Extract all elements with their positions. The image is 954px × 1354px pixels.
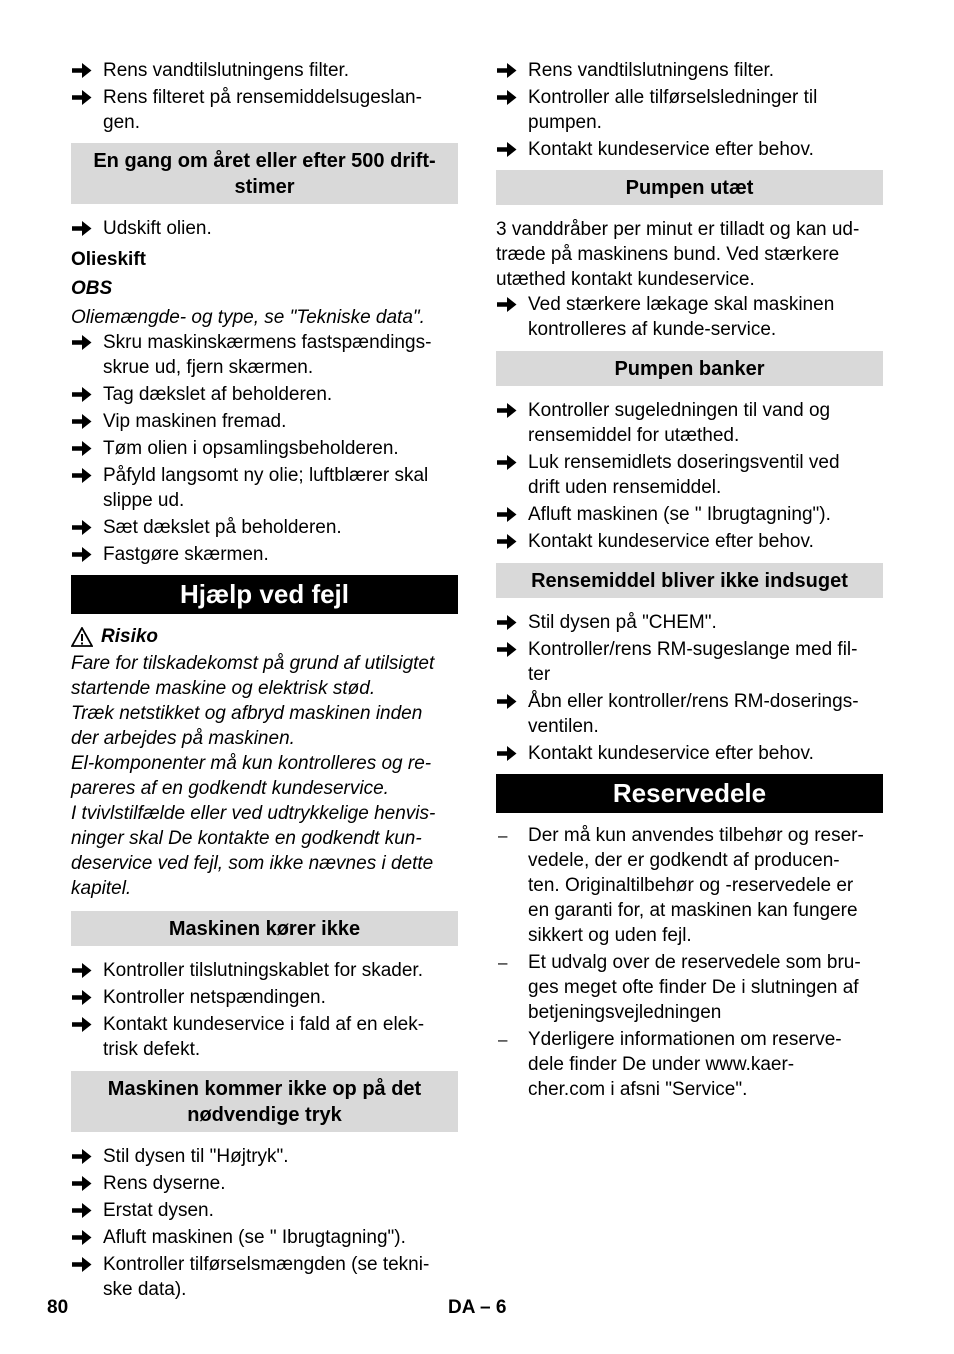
- list-item: [71, 382, 458, 407]
- intro-list: [71, 58, 458, 135]
- list-item-text: Et udvalg over de reservedele som bru- ges meget ofte finder De i slutningen af betjeningsvejledningen: [528, 952, 861, 1023]
- list-item-text: Skru maskinskærmens fastspændings- skrue ud, fjern skærmen.: [103, 332, 432, 378]
- list-item-text: Kontakt kundeservice efter behov.: [528, 743, 814, 764]
- spare-parts-list: [496, 823, 883, 1102]
- list-item-text: Kontroller/rens RM-sugeslange med fil- ter: [528, 639, 858, 685]
- list-item-text: Rens dyserne.: [103, 1173, 226, 1194]
- list-item: [71, 1171, 458, 1196]
- dash-bullet: –: [498, 953, 508, 972]
- risk-text: Fare for tilskadekomst på grund af utilsigtet startende maskine og elektrisk stød. Træk netstikket og afbryd maskinen inden der arbejdes på maskinen. El-komponenter må kun kontrolleres og re- pareres af en godkendt kundeservice. I tvivlstilfælde eller ved udtrykkelige henvis- ninger skal De kontakte en godkendt kun- deservice ved fejl, som ikke nævnes i dette kapitel.: [71, 653, 436, 899]
- arrow-right-icon: [496, 295, 518, 314]
- arrow-right-icon: [496, 505, 518, 524]
- list-item-text: Sæt dækslet på beholderen.: [103, 517, 342, 538]
- list-item: [71, 436, 458, 461]
- list-item-text: Kontakt kundeservice efter behov.: [528, 139, 814, 160]
- oil-heading: Olieskift: [71, 249, 146, 270]
- list-item-text: Kontroller sugeledningen til vand og rensemiddel for utæthed.: [528, 400, 831, 446]
- list-item: [71, 1144, 458, 1169]
- oil-note: Oliemængde- og type, se "Tekniske data".: [71, 307, 425, 328]
- list-item-text: Vip maskinen fremad.: [103, 411, 287, 432]
- obs-label: OBS: [71, 278, 113, 299]
- list-item: [71, 58, 458, 83]
- list-item: [71, 1252, 458, 1302]
- header-yearly: En gang om året eller efter 500 drift- stimer: [71, 143, 458, 204]
- list-item: [496, 1027, 883, 1102]
- arrow-right-icon: [71, 88, 93, 107]
- list-item-text: Kontroller tilslutningskablet for skader.: [103, 960, 423, 981]
- list-item-text: Rens vandtilslutningens filter.: [528, 60, 775, 81]
- header-detergent: Rensemiddel bliver ikke indsuget: [496, 563, 883, 598]
- arrow-right-icon: [496, 401, 518, 420]
- header-pressure: Maskinen kommer ikke op på det nødvendige tryk: [71, 1071, 458, 1132]
- list-item-text: Kontroller netspændingen.: [103, 987, 326, 1008]
- list-item: [71, 1198, 458, 1223]
- arrow-right-icon: [71, 1228, 93, 1247]
- list-item-text: Yderligere informationen om reserve- dele finder De under www.kaer- cher.com i afsni "Service".: [528, 1029, 842, 1100]
- arrow-right-icon: [496, 61, 518, 80]
- list-item-text: Kontakt kundeservice i fald af en elek- trisk defekt.: [103, 1014, 425, 1060]
- arrow-right-icon: [496, 692, 518, 711]
- list-item: [71, 409, 458, 434]
- leak-text: 3 vanddråber per minut er tilladt og kan ud- træde på maskinens bund. Ved stærkere utæthed kontakt kundeservice.: [496, 219, 860, 290]
- arrow-right-icon: [496, 532, 518, 551]
- list-item: [496, 689, 883, 739]
- list-item: [71, 985, 458, 1010]
- section-code: DA – 6: [448, 1297, 507, 1318]
- list-item-text: Påfyld langsomt ny olie; luftblærer skal slippe ud.: [103, 465, 429, 511]
- dash-bullet: –: [498, 1030, 508, 1049]
- arrow-right-icon: [71, 466, 93, 485]
- list-item: [496, 450, 883, 500]
- arrow-right-icon: [71, 385, 93, 404]
- list-item: [496, 85, 883, 135]
- list-item-text: Afluft maskinen (se " Ibrugtagning").: [528, 504, 831, 525]
- section-title-troubleshooting: Hjælp ved fejl: [71, 575, 458, 614]
- risk-label: Risiko: [101, 626, 159, 647]
- list-item-text: Tag dækslet af beholderen.: [103, 384, 333, 405]
- arrow-right-icon: [71, 439, 93, 458]
- list-item: [496, 950, 883, 1025]
- arrow-right-icon: [71, 988, 93, 1007]
- list-item-text: Fastgøre skærmen.: [103, 544, 269, 565]
- list-item-text: Afluft maskinen (se " Ibrugtagning").: [103, 1227, 406, 1248]
- list-item: [496, 502, 883, 527]
- list-item-text: Rens vandtilslutningens filter.: [103, 60, 350, 81]
- arrow-right-icon: [496, 613, 518, 632]
- arrow-right-icon: [496, 453, 518, 472]
- arrow-right-icon: [71, 545, 93, 564]
- arrow-right-icon: [71, 1174, 93, 1193]
- arrow-right-icon: [496, 744, 518, 763]
- list-item: [496, 610, 883, 635]
- header-knock: Pumpen banker: [496, 351, 883, 386]
- list-item-text: Stil dysen på "CHEM".: [528, 612, 717, 633]
- list-item-text: Udskift olien.: [103, 218, 212, 239]
- header-not-running: Maskinen kører ikke: [71, 911, 458, 946]
- list-item: [496, 137, 883, 162]
- left-column: [71, 58, 458, 1304]
- list-item-text: Kontroller tilførselsmængden (se tekni- ske data).: [103, 1254, 430, 1300]
- pressure-list: [71, 1144, 458, 1302]
- list-item-text: Erstat dysen.: [103, 1200, 214, 1221]
- arrow-right-icon: [496, 640, 518, 659]
- arrow-right-icon: [71, 1015, 93, 1034]
- intro-list: [496, 58, 883, 162]
- yearly-list: [71, 216, 458, 241]
- list-item: [71, 515, 458, 540]
- knock-list: [496, 398, 883, 554]
- dash-bullet: –: [498, 826, 508, 845]
- list-item: [71, 542, 458, 567]
- list-item: [496, 292, 883, 342]
- list-item: [71, 216, 458, 241]
- list-item-text: Åbn eller kontroller/rens RM-doserings- ventilen.: [528, 691, 859, 737]
- list-item-text: Tøm olien i opsamlingsbeholderen.: [103, 438, 399, 459]
- list-item: [496, 823, 883, 948]
- list-item: [71, 330, 458, 380]
- detergent-list: [496, 610, 883, 766]
- list-item: [496, 398, 883, 448]
- arrow-right-icon: [71, 1201, 93, 1220]
- arrow-right-icon: [71, 333, 93, 352]
- header-leak: Pumpen utæt: [496, 170, 883, 205]
- list-item-text: Luk rensemidlets doseringsventil ved drift uden rensemiddel.: [528, 452, 840, 498]
- arrow-right-icon: [71, 1255, 93, 1274]
- arrow-right-icon: [496, 140, 518, 159]
- list-item-text: Ved stærkere lækage skal maskinen kontrolleres af kunde-service.: [528, 294, 835, 340]
- list-item-text: Stil dysen til "Højtryk".: [103, 1146, 289, 1167]
- list-item: [71, 85, 458, 135]
- leak-list: [496, 292, 883, 342]
- list-item: [496, 58, 883, 83]
- oil-change-list: [71, 330, 458, 567]
- arrow-right-icon: [71, 61, 93, 80]
- risk-heading: [71, 624, 458, 649]
- arrow-right-icon: [71, 961, 93, 980]
- list-item: [71, 1225, 458, 1250]
- arrow-right-icon: [496, 88, 518, 107]
- section-title-spare-parts: Reservedele: [496, 774, 883, 813]
- page-number: 80: [47, 1297, 69, 1318]
- list-item: [496, 637, 883, 687]
- list-item-text: Der må kun anvendes tilbehør og reser- vedele, der er godkendt af producen- ten. Originaltilbehør og -reservedele er en garanti for, at maskinen kan fungere sikkert og uden fejl.: [528, 825, 864, 946]
- list-item: [496, 529, 883, 554]
- arrow-right-icon: [71, 518, 93, 537]
- list-item: [71, 958, 458, 983]
- arrow-right-icon: [71, 412, 93, 431]
- list-item: [496, 741, 883, 766]
- right-column: [496, 58, 883, 1104]
- list-item: [71, 463, 458, 513]
- list-item-text: Kontroller alle tilførselsledninger til pumpen.: [528, 87, 818, 133]
- list-item-text: Kontakt kundeservice efter behov.: [528, 531, 814, 552]
- list-item-text: Rens filteret på rensemiddelsugeslan- gen.: [103, 87, 422, 133]
- arrow-right-icon: [71, 219, 93, 238]
- arrow-right-icon: [71, 1147, 93, 1166]
- list-item: [71, 1012, 458, 1062]
- not-running-list: [71, 958, 458, 1062]
- warning-icon: [71, 627, 93, 647]
